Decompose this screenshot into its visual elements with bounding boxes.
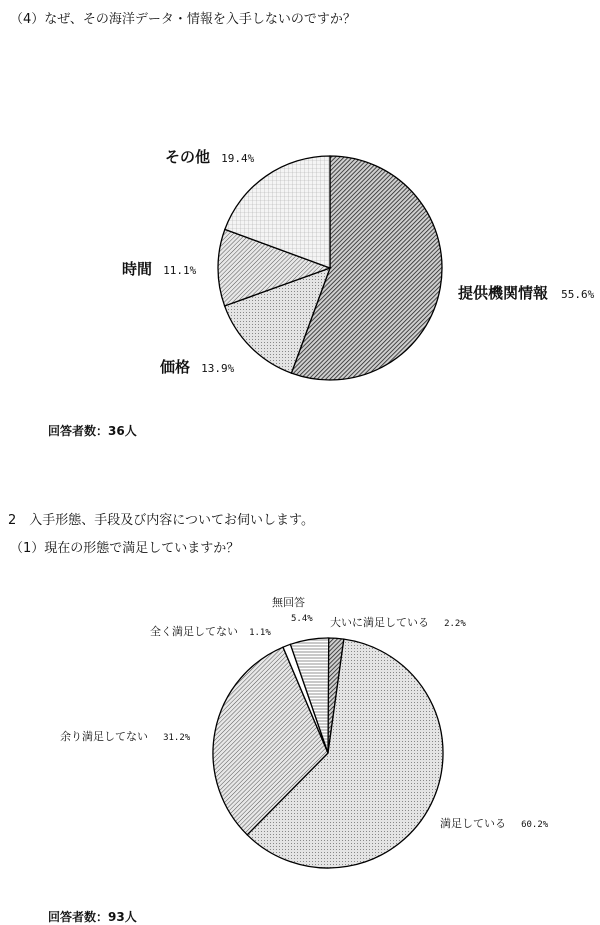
question-1-heading: （1）現在の形態で満足していますか？ [10,541,240,556]
label-not-very-name: 余り満足してない [60,730,148,743]
label-price-pct: 13.9% [201,362,235,375]
label-no-answer: 無回答 [272,596,305,609]
respondent-count-2: 回答者数：93人 [48,910,137,924]
label-not-at-all-pct: 1.1% [249,628,271,638]
label-time-name: 時間 [122,260,153,278]
label-price-name: 価格 [160,358,191,376]
label-provider-name: 提供機関情報 [458,284,549,302]
label-very-satisfied [330,611,466,630]
label-provider-pct: 55.6% [561,288,595,301]
section-2-heading: 2 入手形態、手段及び内容についてお伺いします。 [8,513,314,528]
label-not-very [60,725,190,744]
label-other-pct: 19.4% [221,152,255,165]
label-satisfied-name: 満足している [440,817,506,830]
label-price [160,356,234,377]
label-not-very-pct: 31.2% [163,733,191,743]
label-other [165,146,254,167]
question-4-heading: （4）なぜ、その海洋データ・情報を入手しないのですか？ [10,12,356,27]
label-time-pct: 11.1% [163,264,197,277]
label-time [122,258,196,279]
label-provider [458,282,594,303]
label-satisfied-pct: 60.2% [521,820,549,830]
label-very-satisfied-pct: 2.2% [444,619,466,629]
label-satisfied [440,812,548,831]
label-no-answer-pct: 5.4% [291,614,313,624]
label-not-at-all [150,620,271,639]
label-not-at-all-name: 全く満足してない [150,625,238,638]
label-very-satisfied-name: 大いに満足している [330,616,429,629]
pie-chart-reasons [218,156,442,380]
label-other-name: その他 [165,148,211,166]
pie-chart-satisfaction [213,638,443,868]
respondent-count-1: 回答者数：36人 [48,424,137,438]
